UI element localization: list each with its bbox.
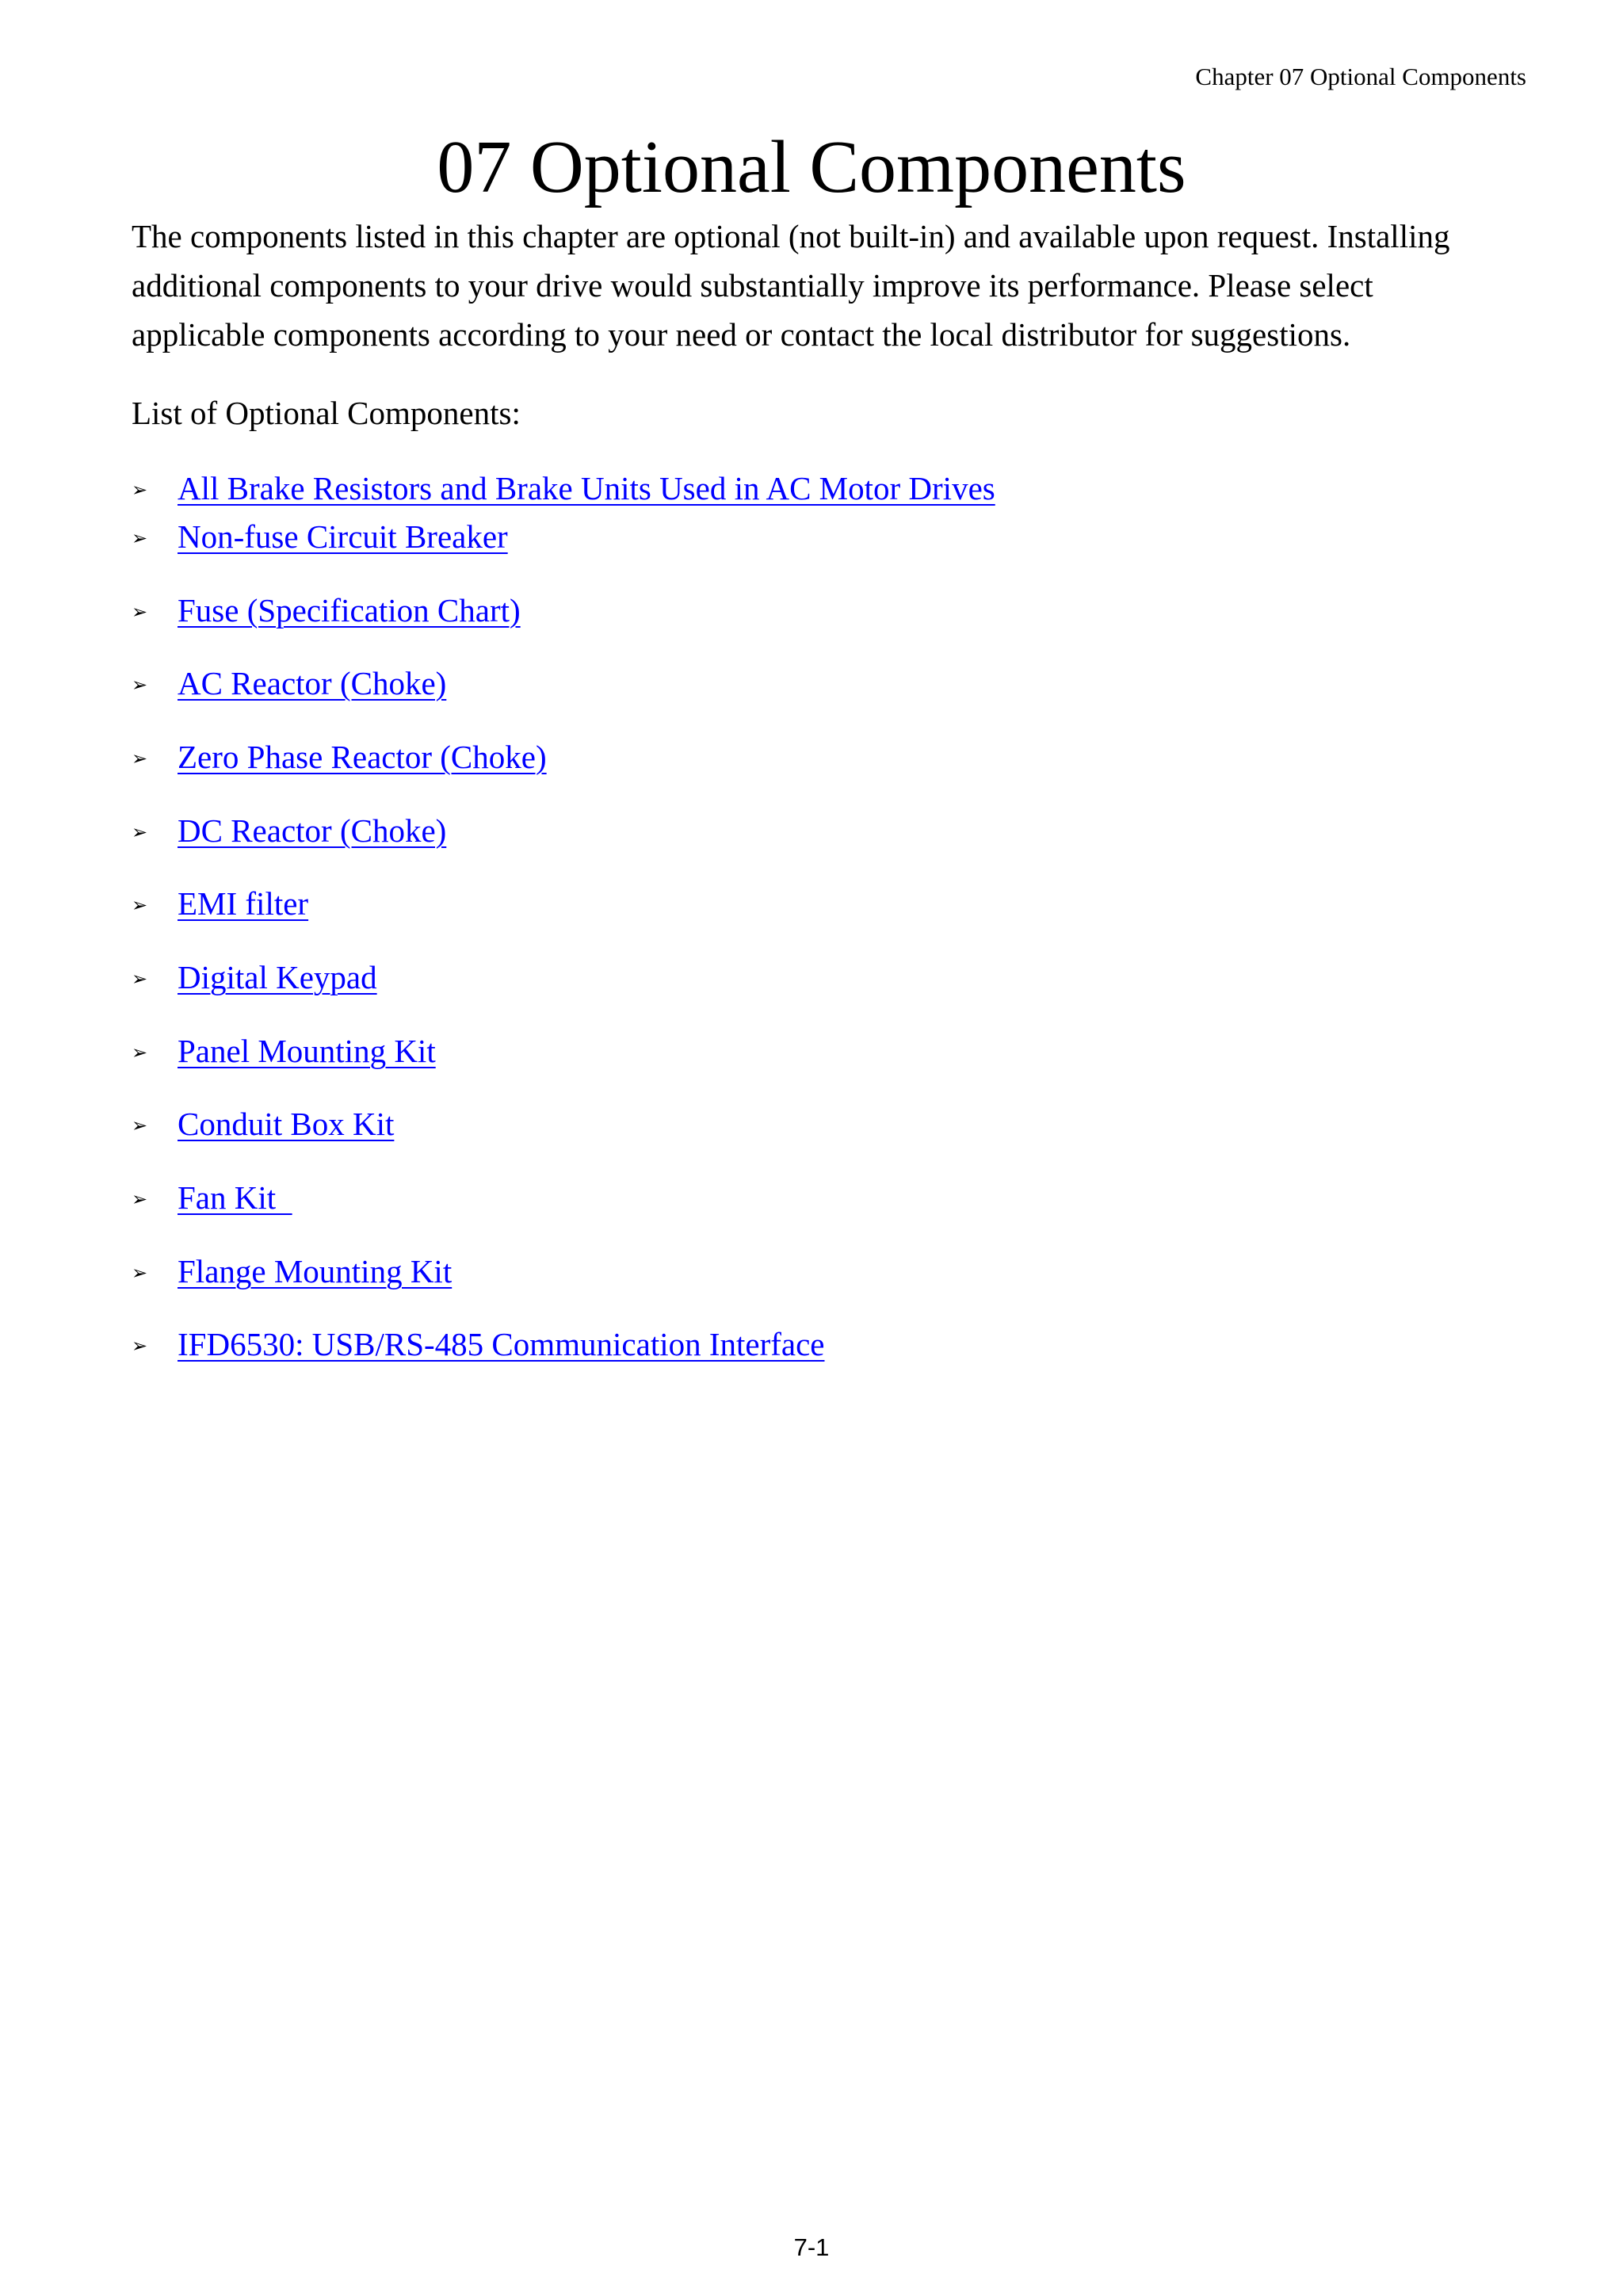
intro-paragraph: The components listed in this chapter are optional (not built-in) and available upon request. Installing additional components to your drive would substantially improve its performance. Please select applicable components according to your need or contact the local distributor for suggestions. xyxy=(132,218,1450,353)
list-item xyxy=(132,953,377,1002)
link-non-fuse-circuit-breaker[interactable]: Non-fuse Circuit Breaker xyxy=(178,518,508,555)
list-item xyxy=(132,512,508,561)
running-header: Chapter 07 Optional Components xyxy=(1195,63,1526,90)
arrow-bullet-icon: ➢ xyxy=(132,526,148,549)
list-item xyxy=(132,1320,825,1369)
link-ifd6530-interface[interactable]: IFD6530: USB/RS-485 Communication Interface xyxy=(178,1326,825,1362)
list-item xyxy=(132,659,446,708)
page-number: 7-1 xyxy=(793,2233,830,2261)
list-item xyxy=(132,806,446,855)
list-item xyxy=(132,1173,292,1222)
list-item xyxy=(132,879,308,928)
list-item xyxy=(132,1099,394,1148)
link-dc-reactor[interactable]: DC Reactor (Choke) xyxy=(178,812,447,849)
link-fuse[interactable]: Fuse (Specification Chart) xyxy=(178,592,521,628)
link-zero-phase-reactor[interactable]: Zero Phase Reactor (Choke) xyxy=(178,739,547,775)
arrow-bullet-icon: ➢ xyxy=(132,600,148,623)
arrow-bullet-icon: ➢ xyxy=(132,893,148,916)
arrow-bullet-icon: ➢ xyxy=(132,673,148,696)
arrow-bullet-icon: ➢ xyxy=(132,967,148,990)
arrow-bullet-icon: ➢ xyxy=(132,478,148,501)
link-digital-keypad[interactable]: Digital Keypad xyxy=(178,959,377,995)
list-heading: List of Optional Components: xyxy=(132,395,521,431)
arrow-bullet-icon: ➢ xyxy=(132,747,148,770)
link-emi-filter[interactable]: EMI filter xyxy=(178,885,309,922)
list-item xyxy=(132,464,995,513)
link-brake-resistors[interactable]: All Brake Resistors and Brake Units Used in AC Motor Drives xyxy=(178,470,995,506)
chapter-title: 07 Optional Components xyxy=(437,126,1186,208)
link-conduit-box-kit[interactable]: Conduit Box Kit xyxy=(178,1106,395,1142)
arrow-bullet-icon: ➢ xyxy=(132,1041,148,1064)
link-ac-reactor[interactable]: AC Reactor (Choke) xyxy=(178,665,447,701)
arrow-bullet-icon: ➢ xyxy=(132,820,148,843)
arrow-bullet-icon: ➢ xyxy=(132,1334,148,1357)
link-fan-kit[interactable]: Fan Kit xyxy=(178,1179,292,1216)
list-item xyxy=(132,586,521,635)
link-flange-mounting-kit[interactable]: Flange Mounting Kit xyxy=(178,1253,453,1289)
list-item xyxy=(132,1026,436,1075)
list-item xyxy=(132,1247,452,1296)
list-item xyxy=(132,732,547,781)
arrow-bullet-icon: ➢ xyxy=(132,1187,148,1210)
arrow-bullet-icon: ➢ xyxy=(132,1261,148,1284)
arrow-bullet-icon: ➢ xyxy=(132,1114,148,1137)
link-panel-mounting-kit[interactable]: Panel Mounting Kit xyxy=(178,1033,436,1069)
